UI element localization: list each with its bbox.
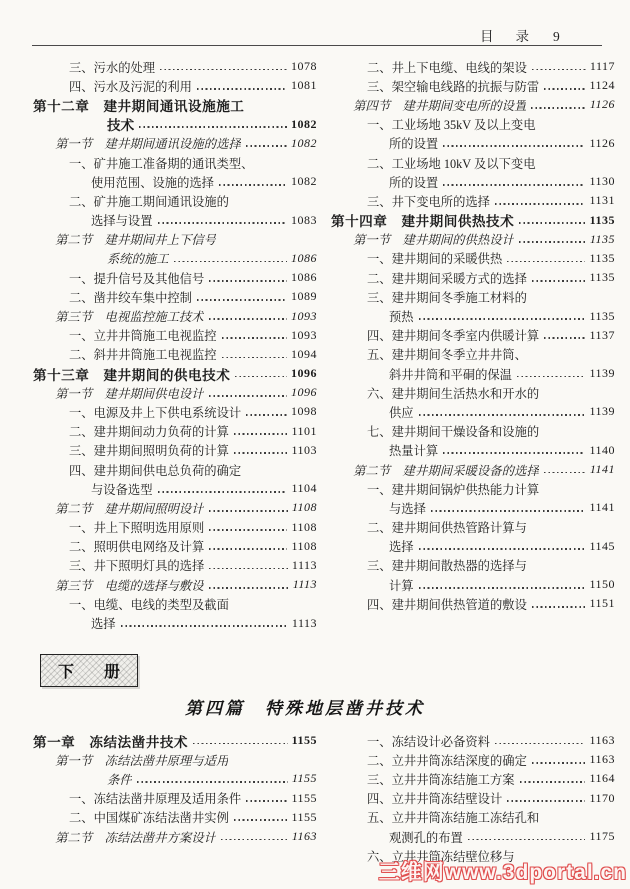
toc-entry-page-number: 1135 bbox=[589, 250, 615, 265]
toc-entry bbox=[331, 594, 615, 613]
toc-entry bbox=[331, 249, 615, 268]
toc-entry-title: 三、建井期间冬季施工材料的 bbox=[367, 290, 527, 305]
toc-entry-title: 二、矿井施工期间通讯设施的 bbox=[69, 194, 229, 209]
toc-entry-title: 四、建井期间供电总负荷的确定 bbox=[69, 463, 242, 478]
toc-entry-title: 一、矿井施工准备期的通讯类型、 bbox=[69, 156, 254, 171]
toc-entry-title: 一、冻结设计必备资料 bbox=[367, 734, 490, 749]
toc-entry-title: 第十二章 建井期间通讯设施施工 bbox=[33, 98, 245, 114]
toc-entry-title: 三、建井期间照明负荷的计算 bbox=[69, 444, 229, 459]
toc-entry bbox=[33, 211, 317, 230]
header-rule bbox=[32, 45, 602, 46]
dot-leader bbox=[246, 800, 287, 802]
toc-entry-page-number: 1082 bbox=[291, 135, 317, 150]
toc-entry-title: 四、建井期间供热管道的敷设 bbox=[367, 597, 527, 612]
toc-entry bbox=[331, 306, 615, 325]
toc-entry bbox=[331, 750, 615, 769]
dot-leader bbox=[532, 606, 586, 608]
toc-entry-title: 六、立井井筒冻结壁位移与 bbox=[367, 849, 515, 864]
toc-entry-title: 一、冻结法凿井原理及适用条件 bbox=[69, 792, 242, 807]
toc-entry-page-number: 1086 bbox=[291, 250, 317, 265]
toc-entry-title: 第二节 建井期间采暖设备的选择 bbox=[353, 463, 539, 478]
toc-entry bbox=[331, 191, 615, 210]
toc-entry-title: 二、建井期间动力负荷的计算 bbox=[69, 425, 229, 440]
toc-entry-title: 二、照明供电网络及计算 bbox=[69, 540, 205, 555]
toc-entry bbox=[33, 326, 317, 345]
toc-entry bbox=[33, 172, 317, 191]
toc-entry-page-number: 1086 bbox=[291, 270, 317, 285]
running-head-page-number: 9 bbox=[553, 29, 560, 44]
dot-leader bbox=[419, 318, 586, 320]
toc-entry-page-number: 1155 bbox=[291, 771, 317, 786]
toc-lower-block bbox=[33, 731, 615, 865]
toc-entry-page-number: 1145 bbox=[589, 538, 615, 553]
toc-entry-title: 一、电源及井上下供电系统设计 bbox=[69, 405, 242, 420]
toc-entry-title: 四、污水及污泥的利用 bbox=[69, 79, 192, 94]
toc-entry-title: 第一节 建井期间供电设计 bbox=[55, 386, 204, 401]
toc-entry-title: 三、污水的处理 bbox=[69, 60, 156, 75]
dot-leader bbox=[174, 261, 288, 263]
toc-entry bbox=[33, 345, 317, 364]
dot-leader bbox=[468, 839, 586, 841]
toc-entry bbox=[33, 769, 317, 788]
toc-entry bbox=[33, 613, 317, 632]
toc-entry bbox=[331, 153, 615, 172]
toc-entry-title: 一、工业场地 35kV 及以上变电 bbox=[367, 118, 536, 133]
dot-leader bbox=[419, 587, 586, 589]
toc-entry-page-number: 1155 bbox=[291, 809, 317, 824]
toc-entry-page-number: 1135 bbox=[589, 212, 615, 227]
toc-entry-page-number: 1135 bbox=[589, 231, 615, 246]
toc-entry-title: 使用范围、设施的选择 bbox=[91, 175, 214, 190]
toc-entry-title: 第四节 建井期间变电所的设置 bbox=[353, 98, 527, 113]
toc-entry-page-number: 1108 bbox=[291, 538, 317, 553]
toc-entry-title: 预热 bbox=[389, 310, 414, 325]
toc-entry-page-number: 1117 bbox=[589, 59, 615, 74]
toc-entry bbox=[331, 383, 615, 402]
toc-entry-page-number: 1131 bbox=[589, 193, 615, 208]
toc-entry bbox=[331, 115, 615, 134]
toc-entry-title: 第十三章 建井期间的供电技术 bbox=[33, 367, 231, 383]
toc-entry-page-number: 1140 bbox=[589, 442, 615, 457]
dot-leader bbox=[544, 88, 585, 90]
dot-leader bbox=[519, 222, 585, 224]
dot-leader bbox=[222, 337, 287, 339]
toc-entry-page-number: 1081 bbox=[291, 78, 317, 93]
toc-entry-page-number: 1108 bbox=[291, 519, 317, 534]
dot-leader bbox=[209, 510, 288, 512]
toc-entry-title: 第一节 冻结法凿井原理与适用 bbox=[55, 753, 229, 768]
dot-leader bbox=[532, 762, 586, 764]
toc-entry-page-number: 1078 bbox=[291, 59, 317, 74]
toc-entry-title: 与设备选型 bbox=[91, 482, 153, 497]
toc-entry bbox=[33, 230, 317, 249]
dot-leader bbox=[209, 318, 287, 320]
toc-entry bbox=[33, 498, 317, 517]
toc-entry bbox=[33, 750, 317, 769]
toc-entry bbox=[33, 808, 317, 827]
toc-entry-page-number: 1098 bbox=[291, 404, 317, 419]
toc-entry-title: 五、立井井筒冻结施工冻结孔和 bbox=[367, 811, 540, 826]
toc-entry bbox=[331, 518, 615, 537]
toc-entry-title: 第一节 建井期间的供热设计 bbox=[353, 233, 515, 248]
toc-entry-page-number: 1130 bbox=[589, 174, 615, 189]
toc-entry-title: 二、凿井绞车集中控制 bbox=[69, 290, 192, 305]
toc-entry-title: 第一章 冻结法凿井技术 bbox=[33, 734, 189, 750]
dot-leader bbox=[532, 69, 586, 71]
toc-entry-page-number: 1096 bbox=[291, 385, 317, 400]
toc-entry bbox=[331, 230, 615, 249]
toc-entry-page-number: 1126 bbox=[589, 97, 615, 112]
toc-upper-block bbox=[33, 57, 615, 633]
dot-leader bbox=[222, 357, 287, 359]
toc-entry-title: 三、井下照明灯具的选择 bbox=[69, 559, 205, 574]
toc-entry-title: 系统的施工 bbox=[107, 252, 169, 267]
toc-entry-title: 第十四章 建井期间供热技术 bbox=[331, 214, 515, 230]
dot-leader bbox=[443, 184, 585, 186]
toc-entry bbox=[33, 594, 317, 613]
toc-entry-page-number: 1135 bbox=[589, 308, 615, 323]
toc-entry-page-number: 1135 bbox=[589, 270, 615, 285]
toc-entry bbox=[331, 211, 615, 230]
toc-entry bbox=[331, 402, 615, 421]
toc-entry-page-number: 1113 bbox=[291, 615, 317, 630]
toc-entry bbox=[331, 575, 615, 594]
toc-entry-title: 二、井上下电缆、电线的架设 bbox=[367, 60, 527, 75]
toc-entry bbox=[331, 422, 615, 441]
dot-leader bbox=[209, 587, 289, 589]
toc-entry-title: 三、建井期间散热器的选择与 bbox=[367, 559, 527, 574]
toc-entry-title: 一、建井期间的采暖供热 bbox=[367, 252, 503, 267]
toc-entry-title: 二、工业场地 10kV 及以下变电 bbox=[367, 156, 536, 171]
toc-entry-title: 二、建井期间供热管路计算与 bbox=[367, 521, 527, 536]
toc-entry bbox=[331, 789, 615, 808]
toc-entry bbox=[331, 57, 615, 76]
toc-entry-page-number: 1108 bbox=[291, 500, 317, 515]
dot-leader bbox=[209, 568, 288, 570]
toc-entry bbox=[33, 460, 317, 479]
toc-entry-page-number: 1103 bbox=[291, 442, 317, 457]
dot-leader bbox=[219, 184, 287, 186]
toc-entry bbox=[33, 306, 317, 325]
toc-entry-page-number: 1082 bbox=[291, 116, 317, 131]
toc-entry bbox=[331, 769, 615, 788]
toc-entry-page-number: 1163 bbox=[589, 752, 615, 767]
dot-leader bbox=[532, 280, 586, 282]
toc-entry bbox=[331, 808, 615, 827]
dot-leader bbox=[246, 414, 287, 416]
toc-entry bbox=[33, 518, 317, 537]
toc-entry-title: 热量计算 bbox=[389, 444, 439, 459]
toc-entry bbox=[331, 537, 615, 556]
toc-entry bbox=[331, 731, 615, 750]
dot-leader bbox=[209, 395, 287, 397]
dot-leader bbox=[235, 376, 287, 378]
toc-entry bbox=[33, 57, 317, 76]
toc-entry bbox=[33, 827, 317, 846]
dot-leader bbox=[419, 414, 586, 416]
toc-entry-page-number: 1126 bbox=[589, 135, 615, 150]
toc-entry bbox=[331, 479, 615, 498]
dot-leader bbox=[158, 491, 288, 493]
toc-entry-title: 计算 bbox=[389, 578, 414, 593]
toc-entry-title: 一、建井期间锅炉供热能力计算 bbox=[367, 482, 540, 497]
toc-entry-page-number: 1139 bbox=[589, 366, 615, 381]
toc-entry bbox=[33, 115, 317, 134]
toc-entry bbox=[33, 134, 317, 153]
dot-leader bbox=[246, 145, 287, 147]
toc-entry bbox=[331, 364, 615, 383]
toc-entry-page-number: 1096 bbox=[291, 366, 317, 381]
toc-entry-title: 第三节 电缆的选择与敷设 bbox=[55, 578, 204, 593]
dot-leader bbox=[544, 472, 586, 474]
running-head-title: 目录 bbox=[480, 29, 551, 44]
toc-entry-page-number: 1137 bbox=[589, 327, 615, 342]
toc-entry-title: 二、斜井井筒施工电视监控 bbox=[69, 348, 217, 363]
toc-entry-title: 六、建井期间生活热水和开水的 bbox=[367, 386, 540, 401]
toc-entry-title: 与选择 bbox=[389, 501, 426, 516]
toc-entry-page-number: 1094 bbox=[291, 346, 317, 361]
dot-leader bbox=[193, 743, 288, 745]
toc-entry bbox=[331, 498, 615, 517]
toc-entry-title: 第二节 建井期间照明设计 bbox=[55, 501, 204, 516]
dot-leader bbox=[160, 69, 287, 71]
toc-entry-title: 五、建井期间冬季立井井筒、 bbox=[367, 348, 527, 363]
toc-entry-title: 一、提升信号及其他信号 bbox=[69, 271, 205, 286]
toc-entry-page-number: 1093 bbox=[291, 327, 317, 342]
toc-entry-title: 第二节 冻结法凿井方案设计 bbox=[55, 830, 217, 845]
dot-leader bbox=[197, 88, 287, 90]
toc-entry-page-number: 1083 bbox=[291, 212, 317, 227]
toc-entry-page-number: 1139 bbox=[589, 404, 615, 419]
toc-entry-title: 供应 bbox=[389, 405, 414, 420]
site-watermark: 三维网www.3dportal.cn bbox=[378, 861, 627, 884]
dot-leader bbox=[507, 800, 585, 802]
toc-entry bbox=[33, 191, 317, 210]
toc-entry-title: 技术 bbox=[107, 118, 135, 134]
toc-entry bbox=[331, 287, 615, 306]
toc-entry bbox=[331, 441, 615, 460]
toc-entry-title: 选择 bbox=[389, 540, 414, 555]
toc-entry bbox=[331, 827, 615, 846]
toc-bottom-right-column bbox=[331, 731, 615, 865]
dot-leader bbox=[519, 241, 586, 243]
toc-entry bbox=[331, 134, 615, 153]
toc-entry-page-number: 1113 bbox=[292, 577, 317, 592]
toc-entry bbox=[33, 441, 317, 460]
toc-entry-title: 斜井井筒和平硐的保温 bbox=[389, 367, 512, 382]
toc-entry-page-number: 1170 bbox=[589, 790, 615, 805]
toc-entry-title: 一、电缆、电线的类型及截面 bbox=[69, 597, 229, 612]
toc-right-column bbox=[331, 57, 615, 633]
toc-entry bbox=[33, 364, 317, 383]
toc-entry-page-number: 1163 bbox=[589, 733, 615, 748]
toc-entry-title: 所的设置 bbox=[389, 137, 439, 152]
dot-leader bbox=[443, 452, 585, 454]
toc-entry-page-number: 1093 bbox=[291, 308, 317, 323]
dot-leader bbox=[443, 145, 585, 147]
toc-entry-page-number: 1150 bbox=[589, 577, 615, 592]
volume-label-box bbox=[40, 654, 150, 687]
toc-entry-title: 三、架空输电线路的抗振与防雷 bbox=[367, 79, 540, 94]
volume-label: 下册 bbox=[57, 664, 150, 681]
toc-entry bbox=[331, 172, 615, 191]
toc-entry bbox=[331, 345, 615, 364]
toc-entry bbox=[33, 268, 317, 287]
toc-entry-page-number: 1113 bbox=[291, 557, 317, 572]
toc-entry-title: 第三节 电视监控施工技术 bbox=[55, 310, 204, 325]
toc-left-column bbox=[33, 57, 317, 633]
dot-leader bbox=[419, 548, 586, 550]
toc-entry-title: 二、中国煤矿冻结法凿井实例 bbox=[69, 811, 229, 826]
dot-leader bbox=[121, 625, 288, 627]
toc-entry-page-number: 1155 bbox=[291, 733, 317, 748]
toc-entry bbox=[33, 422, 317, 441]
toc-entry-page-number: 1175 bbox=[589, 829, 615, 844]
dot-leader bbox=[507, 261, 585, 263]
toc-entry bbox=[33, 575, 317, 594]
toc-entry bbox=[33, 153, 317, 172]
toc-entry-page-number: 1163 bbox=[291, 829, 317, 844]
toc-entry-title: 一、立井井筒施工电视监控 bbox=[69, 329, 217, 344]
toc-entry bbox=[33, 731, 317, 750]
toc-entry-title: 三、井下变电所的选择 bbox=[367, 194, 490, 209]
dot-leader bbox=[431, 510, 586, 512]
toc-entry-title: 四、立井井筒冻结壁设计 bbox=[367, 792, 503, 807]
toc-entry bbox=[331, 76, 615, 95]
dot-leader bbox=[531, 107, 585, 109]
part-title: 第四篇 特殊地层凿井技术 bbox=[185, 699, 425, 718]
toc-entry-title: 一、井上下照明选用原则 bbox=[69, 521, 205, 536]
toc-entry bbox=[33, 537, 317, 556]
dot-leader bbox=[221, 839, 288, 841]
toc-entry-title: 选择 bbox=[91, 617, 116, 632]
toc-entry-title: 观测孔的布置 bbox=[389, 830, 463, 845]
toc-entry bbox=[331, 95, 615, 114]
toc-entry bbox=[33, 479, 317, 498]
toc-entry-page-number: 1104 bbox=[291, 481, 317, 496]
toc-entry-page-number: 1141 bbox=[589, 462, 615, 477]
toc-entry bbox=[331, 268, 615, 287]
toc-entry bbox=[33, 556, 317, 575]
toc-entry-title: 第一节 建井期间通讯设施的选择 bbox=[55, 137, 241, 152]
dot-leader bbox=[495, 203, 585, 205]
toc-entry-page-number: 1164 bbox=[589, 771, 615, 786]
toc-entry bbox=[33, 76, 317, 95]
toc-entry bbox=[33, 287, 317, 306]
toc-entry bbox=[331, 556, 615, 575]
toc-entry-page-number: 1082 bbox=[291, 174, 317, 189]
toc-bottom-left-column bbox=[33, 731, 317, 865]
dot-leader bbox=[209, 529, 287, 531]
toc-entry-page-number: 1151 bbox=[589, 596, 615, 611]
dot-leader bbox=[209, 280, 287, 282]
dot-leader bbox=[197, 299, 287, 301]
toc-entry bbox=[33, 95, 317, 114]
dot-leader bbox=[158, 222, 288, 224]
toc-entry-title: 四、建井期间冬季室内供暖计算 bbox=[367, 329, 540, 344]
toc-entry-page-number: 1101 bbox=[291, 423, 317, 438]
dot-leader bbox=[234, 433, 288, 435]
toc-entry bbox=[33, 402, 317, 421]
dot-leader bbox=[520, 781, 586, 783]
toc-entry-title: 二、建井期间采暖方式的选择 bbox=[367, 271, 527, 286]
dot-leader bbox=[209, 548, 287, 550]
dot-leader bbox=[517, 376, 585, 378]
dot-leader bbox=[139, 126, 287, 128]
toc-entry-title: 第二节 建井期间井上下信号 bbox=[55, 233, 217, 248]
dot-leader bbox=[234, 819, 288, 821]
toc-entry bbox=[331, 326, 615, 345]
toc-entry bbox=[33, 383, 317, 402]
toc-entry-page-number: 1141 bbox=[589, 500, 615, 515]
toc-entry-title: 所的设置 bbox=[389, 175, 439, 190]
running-head bbox=[480, 25, 560, 45]
dot-leader bbox=[544, 337, 585, 339]
toc-entry bbox=[331, 460, 615, 479]
dot-leader bbox=[495, 743, 585, 745]
toc-entry-title: 三、立井井筒冻结施工方案 bbox=[367, 772, 515, 787]
toc-entry bbox=[33, 789, 317, 808]
toc-entry-page-number: 1124 bbox=[589, 78, 615, 93]
toc-entry bbox=[33, 249, 317, 268]
toc-entry-page-number: 1155 bbox=[291, 790, 317, 805]
toc-entry-title: 七、建井期间干燥设备和设施的 bbox=[367, 425, 540, 440]
toc-entry-title: 条件 bbox=[107, 772, 132, 787]
toc-entry-page-number: 1089 bbox=[291, 289, 317, 304]
toc-entry-title: 选择与设置 bbox=[91, 214, 153, 229]
toc-entry-title: 二、立井井筒冻结深度的确定 bbox=[367, 753, 527, 768]
dot-leader bbox=[137, 781, 288, 783]
dot-leader bbox=[234, 452, 288, 454]
